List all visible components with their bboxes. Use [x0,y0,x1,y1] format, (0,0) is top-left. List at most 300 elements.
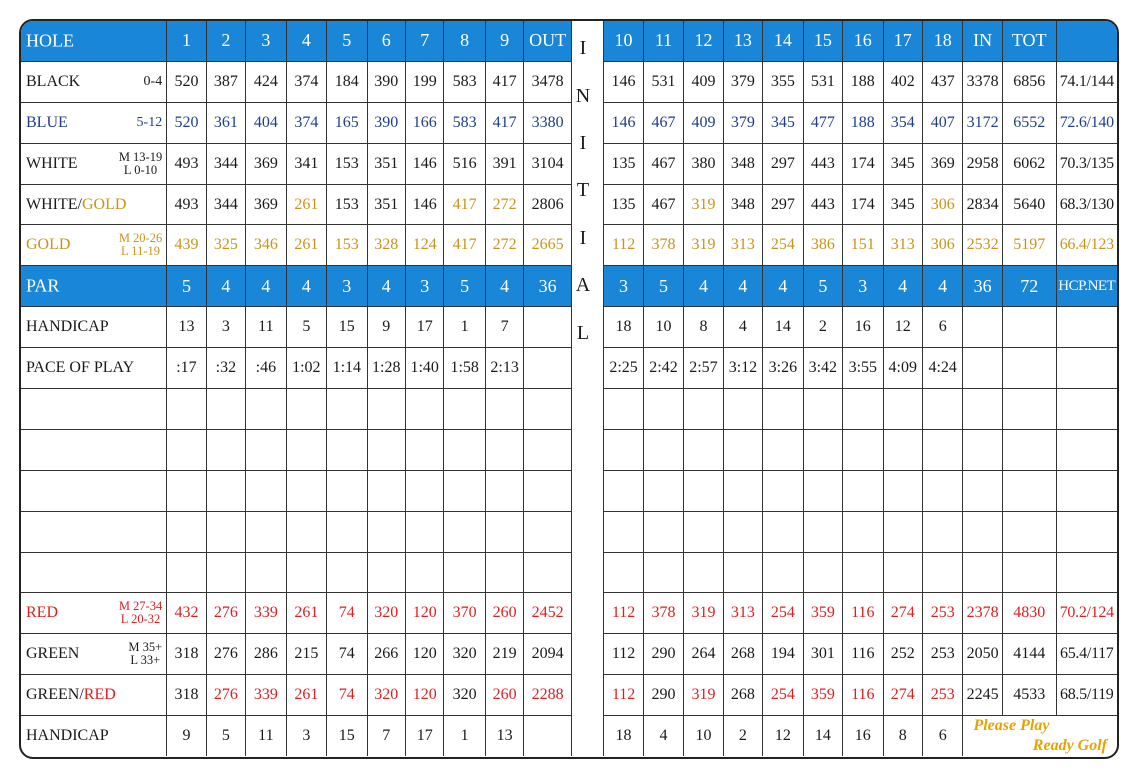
black-hole-15: 531 [803,61,842,102]
score-cell[interactable] [206,429,245,470]
score-cell[interactable] [246,511,286,552]
score-cell[interactable] [883,511,922,552]
handicap-bottom-row-hole-9: 13 [485,716,523,756]
score-cell[interactable] [367,470,405,511]
score-cell[interactable] [643,389,683,430]
handicap-row-hole-14: 14 [763,307,803,348]
red-tot: 4830 [1002,593,1056,634]
score-cell[interactable] [963,429,1002,470]
score-cell[interactable] [1056,552,1117,593]
score-cell[interactable] [444,389,485,430]
gold-hole-15: 386 [803,225,842,266]
black-out: 3478 [524,61,572,102]
score-cell[interactable] [367,552,405,593]
score-cell[interactable] [206,389,245,430]
green-hole-11: 290 [643,634,683,675]
score-cell[interactable] [485,552,523,593]
green-red-hole-4: 261 [286,675,326,716]
gold-hole-12: 319 [684,225,723,266]
score-cell[interactable] [246,552,286,593]
handicap-row-hole-15: 2 [803,307,842,348]
blue-hole-4: 374 [286,102,326,143]
score-cell[interactable] [327,389,367,430]
gold-hole-3: 346 [246,225,286,266]
score-cell[interactable] [803,389,842,430]
score-cell [571,552,603,593]
score-cell[interactable] [763,552,803,593]
score-cell[interactable] [883,429,922,470]
score-cell[interactable] [604,429,643,470]
white-gold-in: 2834 [963,184,1002,225]
green-tot: 4144 [1002,634,1056,675]
green-red-hole-17: 274 [883,675,922,716]
green-red-hole-1: 318 [167,675,206,716]
score-cell[interactable] [167,389,206,430]
score-cell[interactable] [803,470,842,511]
score-cell[interactable] [405,511,443,552]
score-cell[interactable] [643,429,683,470]
score-cell[interactable] [327,470,367,511]
tee-range [119,232,162,258]
pace-row-hole-11: 2:42 [643,348,683,389]
score-cell [571,429,603,470]
par-hole-17: 4 [883,266,922,307]
green-red-hole-13: 268 [723,675,762,716]
score-cell[interactable] [485,429,523,470]
score-cell[interactable] [1056,511,1117,552]
score-cell[interactable] [286,389,326,430]
tee-range-ladies: L 0-10 [123,162,158,177]
hole-number: 13 [723,21,762,61]
player-name-cell[interactable] [21,429,167,470]
tee-name-part: GOLD [81,195,127,213]
initial-letter: T [576,179,590,202]
score-cell[interactable] [167,511,206,552]
player-name-cell[interactable] [21,389,167,430]
handicap-bottom-row-hole-8: 1 [444,716,485,756]
score-cell[interactable] [246,470,286,511]
hole-number: 14 [763,21,803,61]
handicap-bottom-row-hole-3: 11 [246,716,286,756]
score-cell[interactable] [405,389,443,430]
handicap-bottom-row-hole-5: 15 [327,716,367,756]
pace-row-label [21,348,167,389]
score-cell[interactable] [485,470,523,511]
score-cell[interactable] [286,511,326,552]
score-cell[interactable] [684,470,723,511]
white-gold-hole-10: 135 [604,184,643,225]
score-cell[interactable] [922,429,962,470]
out-header: OUT [524,21,572,61]
score-cell[interactable] [167,429,206,470]
white-out: 3104 [524,143,572,184]
handicap-row-hole-12: 8 [684,307,723,348]
white-gold-hole-16: 174 [843,184,883,225]
score-cell[interactable] [843,552,883,593]
red-hole-7: 120 [405,593,443,634]
score-cell[interactable] [1002,429,1056,470]
tee-label-white [21,143,167,184]
green-red-hole-6: 320 [367,675,405,716]
score-cell[interactable] [763,429,803,470]
score-cell[interactable] [843,389,883,430]
green-hole-15: 301 [803,634,842,675]
blue-hole-11: 467 [643,102,683,143]
score-cell[interactable] [405,470,443,511]
score-cell[interactable] [604,470,643,511]
par-hole-11: 5 [643,266,683,307]
green-hole-8: 320 [444,634,485,675]
score-cell[interactable] [963,511,1002,552]
black-hole-17: 402 [883,61,922,102]
white-gold-hole-6: 351 [367,184,405,225]
player-score-row[interactable] [21,552,1117,593]
score-cell[interactable] [843,511,883,552]
gold-hole-18: 306 [922,225,962,266]
gold-hole-6: 328 [367,225,405,266]
green-in: 2050 [963,634,1002,675]
blue-hole-16: 188 [843,102,883,143]
par-hole-5: 3 [327,266,367,307]
pace-row-hole-2: :32 [206,348,245,389]
score-cell[interactable] [1002,552,1056,593]
handicap-bottom-row-label [21,716,167,756]
blue-in: 3172 [963,102,1002,143]
pace-row-hole-18: 4:24 [922,348,962,389]
rating-header [1056,21,1117,61]
white-gold-hole-13: 348 [723,184,762,225]
tee-name: BLACK [26,72,81,90]
score-cell[interactable] [803,511,842,552]
handicap-bottom-row [21,716,1117,756]
score-cell[interactable] [444,429,485,470]
blue-hole-6: 390 [367,102,405,143]
green-hole-13: 268 [723,634,762,675]
green-red-hole-5: 74 [327,675,367,716]
score-cell[interactable] [206,470,245,511]
white-gold-hole-18: 306 [922,184,962,225]
white-gold-hole-3: 369 [246,184,286,225]
black-hole-11: 531 [643,61,683,102]
in-header: IN [963,21,1002,61]
hole-number: 10 [604,21,643,61]
handicap-row-hole-11: 10 [643,307,683,348]
tee-name-part: RED [83,686,116,704]
blue-hole-5: 165 [327,102,367,143]
tee-range: 0-4 [143,73,163,89]
score-cell[interactable] [327,429,367,470]
score-cell[interactable] [1002,511,1056,552]
score-cell[interactable] [723,389,762,430]
score-cell[interactable] [643,552,683,593]
score-cell[interactable] [604,511,643,552]
tee-name-part: WHITE/ [26,195,82,213]
score-cell[interactable] [485,389,523,430]
handicap-row-hole-17: 12 [883,307,922,348]
hole-number: 16 [843,21,883,61]
gold-hole-10: 112 [604,225,643,266]
score-cell[interactable] [963,389,1002,430]
blue-hole-12: 409 [684,102,723,143]
handicap-row-label [21,307,167,348]
black-hole-6: 390 [367,61,405,102]
par-hole-1: 5 [167,266,206,307]
score-cell[interactable] [444,470,485,511]
score-cell[interactable] [206,552,245,593]
score-cell[interactable] [246,389,286,430]
green-red-hole-10: 112 [604,675,643,716]
score-cell[interactable] [963,470,1002,511]
handicap-bottom-row-hole-16: 16 [843,716,883,756]
score-cell[interactable] [843,470,883,511]
white-hole-1: 493 [167,143,206,184]
black-hole-2: 387 [206,61,245,102]
par-hole-13: 4 [723,266,762,307]
par-hole-3: 4 [246,266,286,307]
white-gold-hole-17: 345 [883,184,922,225]
score-cell[interactable] [684,552,723,593]
handicap-row-hole-4: 5 [286,307,326,348]
score-cell[interactable] [1056,389,1117,430]
score-cell[interactable] [922,552,962,593]
green-red-hole-16: 116 [843,675,883,716]
score-cell[interactable] [723,429,762,470]
score-cell[interactable] [524,389,572,430]
score-cell[interactable] [524,470,572,511]
tee-name: GOLD [26,236,71,254]
red-hole-8: 370 [444,593,485,634]
gold-hole-7: 124 [405,225,443,266]
tee-range-ladies: L 33+ [130,653,161,668]
score-cell[interactable] [367,429,405,470]
tee-label-blue [21,102,167,143]
handicap-tot [1002,307,1056,348]
score-cell[interactable] [367,511,405,552]
score-cell[interactable] [1002,470,1056,511]
hole-number: 7 [405,21,443,61]
handicap-net [1056,307,1117,348]
ready-golf-line1: Please Play [973,717,1050,735]
tee-label-red [21,593,167,634]
tee-label-green [21,634,167,675]
gold-tot: 5197 [1002,225,1056,266]
score-cell[interactable] [604,389,643,430]
green-red-hole-12: 319 [684,675,723,716]
initial-letter: A [575,274,591,297]
par-hole-4: 4 [286,266,326,307]
score-cell[interactable] [643,511,683,552]
handicap-bottom-row-hole-14: 12 [763,716,803,756]
par-hole-14: 4 [763,266,803,307]
white-hole-11: 467 [643,143,683,184]
score-cell[interactable] [167,552,206,593]
score-cell[interactable] [684,511,723,552]
gold-hole-17: 313 [883,225,922,266]
score-cell[interactable] [963,552,1002,593]
red-hole-6: 320 [367,593,405,634]
green-hole-3: 286 [246,634,286,675]
blue-hole-13: 379 [723,102,762,143]
score-cell[interactable] [327,511,367,552]
score-cell[interactable] [246,429,286,470]
green-red-hole-11: 290 [643,675,683,716]
handicap-bottom-row-hole-17: 8 [883,716,922,756]
blue-hole-8: 583 [444,102,485,143]
handicap-row-hole-5: 15 [327,307,367,348]
score-cell[interactable] [922,511,962,552]
handicap-bottom-row-hole-1: 9 [167,716,206,756]
score-cell[interactable] [883,389,922,430]
score-cell[interactable] [684,389,723,430]
white-gold-hole-1: 493 [167,184,206,225]
score-cell[interactable] [922,389,962,430]
score-cell[interactable] [723,552,762,593]
gold-rating: 66.4/123 [1056,225,1117,266]
player-score-row[interactable] [21,389,1117,430]
handicap-row-hole-6: 9 [367,307,405,348]
player-score-row[interactable] [21,470,1117,511]
score-cell[interactable] [763,511,803,552]
blue-hole-18: 407 [922,102,962,143]
red-hole-2: 276 [206,593,245,634]
black-hole-9: 417 [485,61,523,102]
score-cell[interactable] [524,429,572,470]
handicap-bottom-row-hole-18: 6 [922,716,962,756]
score-cell[interactable] [444,511,485,552]
score-cell[interactable] [286,429,326,470]
green-hole-4: 215 [286,634,326,675]
white-gold-hole-15: 443 [803,184,842,225]
ready-golf-line2: Ready Golf [1032,737,1107,755]
par-hole-16: 3 [843,266,883,307]
pace-row-out [524,348,572,389]
score-cell[interactable] [763,470,803,511]
handicap-bottom-row-hole-2: 5 [206,716,245,756]
score-cell[interactable] [684,429,723,470]
score-cell[interactable] [883,470,922,511]
score-cell[interactable] [524,552,572,593]
green-red-tot: 4533 [1002,675,1056,716]
black-hole-14: 355 [763,61,803,102]
score-cell[interactable] [367,389,405,430]
tee-range: 5-12 [136,114,163,130]
score-cell[interactable] [444,552,485,593]
score-cell[interactable] [286,470,326,511]
score-cell[interactable] [405,552,443,593]
pace-tot [1002,348,1056,389]
hole-number: 12 [684,21,723,61]
score-cell[interactable] [643,470,683,511]
score-cell[interactable] [405,429,443,470]
white-tot: 6062 [1002,143,1056,184]
red-out: 2452 [524,593,572,634]
score-cell[interactable] [524,511,572,552]
score-cell[interactable] [803,429,842,470]
green-hole-9: 219 [485,634,523,675]
gold-hole-2: 325 [206,225,245,266]
par-hole-12: 4 [684,266,723,307]
player-name-cell[interactable] [21,470,167,511]
player-score-row[interactable] [21,429,1117,470]
hole-number: 17 [883,21,922,61]
score-cell[interactable] [883,552,922,593]
gold-hole-11: 378 [643,225,683,266]
blue-hole-9: 417 [485,102,523,143]
pace-row-label-text: PACE OF PLAY [26,359,135,377]
score-cell[interactable] [167,470,206,511]
score-cell[interactable] [723,511,762,552]
par-label [21,266,167,307]
hole-label [21,21,167,61]
green-red-hole-2: 276 [206,675,245,716]
white-hole-5: 153 [327,143,367,184]
pace-row-hole-13: 3:12 [723,348,762,389]
initial-cell [571,716,603,756]
initial-letter: I [579,132,587,155]
green-red-in: 2245 [963,675,1002,716]
white-gold-hole-9: 272 [485,184,523,225]
blue-hole-2: 361 [206,102,245,143]
red-hole-1: 432 [167,593,206,634]
score-cell[interactable] [206,511,245,552]
score-cell[interactable] [327,552,367,593]
score-cell[interactable] [803,552,842,593]
handicap-bottom-row-hole-11: 4 [643,716,683,756]
par-hole-15: 5 [803,266,842,307]
tee-range-men: M 20-26 [118,231,163,246]
green-red-hole-8: 320 [444,675,485,716]
score-cell[interactable] [1056,429,1117,470]
green-hole-6: 266 [367,634,405,675]
black-hole-10: 146 [604,61,643,102]
hole-number: 8 [444,21,485,61]
handicap-bottom-row-hole-10: 18 [604,716,643,756]
gold-hole-9: 272 [485,225,523,266]
green-red-hole-7: 120 [405,675,443,716]
handicap-bottom-row-hole-6: 7 [367,716,405,756]
score-cell[interactable] [763,389,803,430]
red-hole-4: 261 [286,593,326,634]
green-red-out: 2288 [524,675,572,716]
hole-label-text: HOLE [26,30,74,51]
score-cell[interactable] [1056,470,1117,511]
tee-label-green-red [21,675,167,716]
tee-range [128,641,162,667]
score-cell[interactable] [922,470,962,511]
score-cell[interactable] [286,552,326,593]
white-gold-hole-4: 261 [286,184,326,225]
tee-range-ladies: L 20-32 [120,612,161,627]
score-cell[interactable] [843,429,883,470]
black-hole-18: 437 [922,61,962,102]
green-red-hole-18: 253 [922,675,962,716]
score-cell[interactable] [485,511,523,552]
red-hole-16: 116 [843,593,883,634]
red-hole-14: 254 [763,593,803,634]
player-name-cell[interactable] [21,511,167,552]
score-cell[interactable] [1002,389,1056,430]
player-score-row[interactable] [21,511,1117,552]
par-hole-18: 4 [922,266,962,307]
green-red-hole-14: 254 [763,675,803,716]
player-name-cell[interactable] [21,552,167,593]
score-cell[interactable] [604,552,643,593]
black-hole-5: 184 [327,61,367,102]
handicap-bottom-row-hole-4: 3 [286,716,326,756]
green-red-hole-9: 260 [485,675,523,716]
black-hole-13: 379 [723,61,762,102]
score-cell[interactable] [723,470,762,511]
